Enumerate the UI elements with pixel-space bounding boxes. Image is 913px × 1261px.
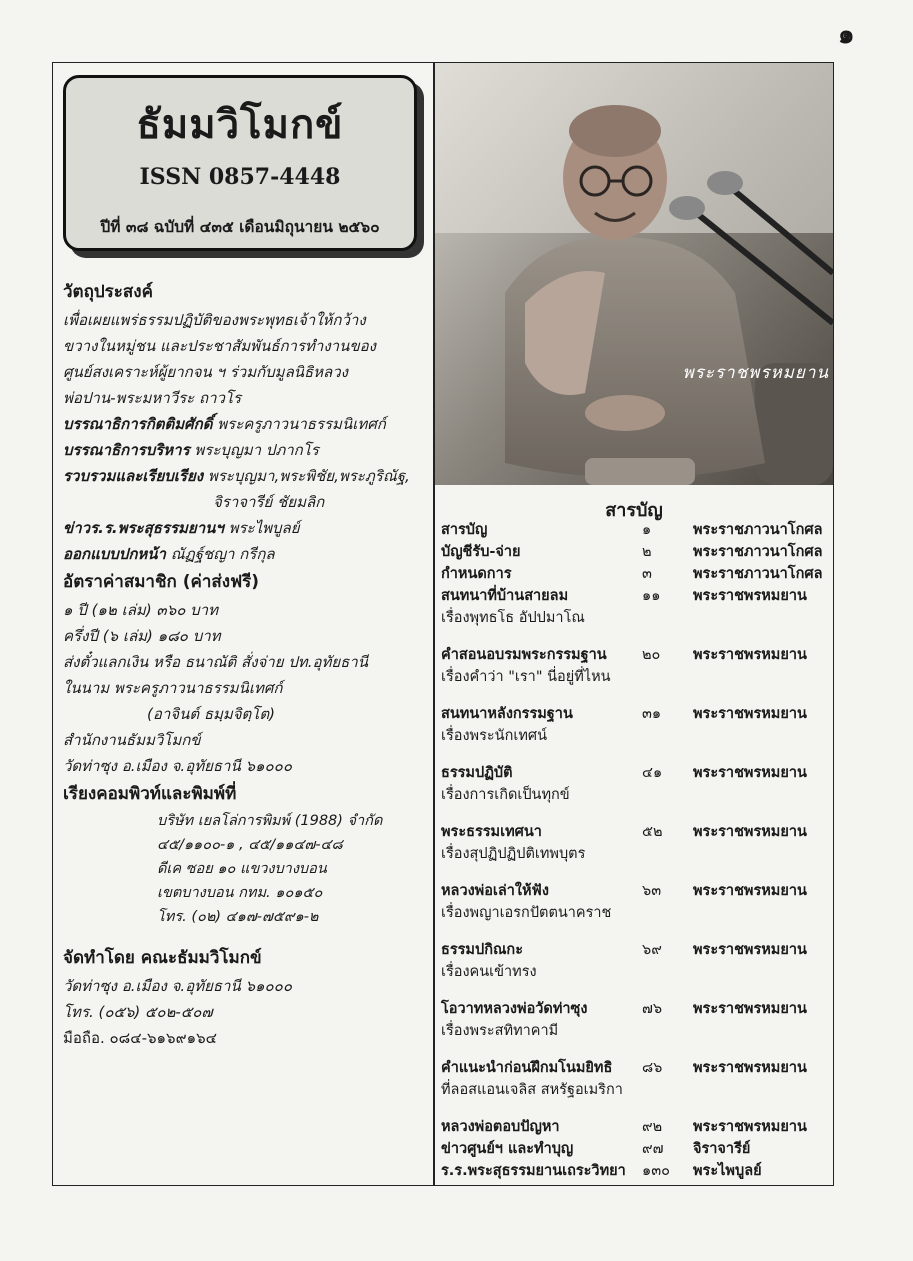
objective-line: พ่อปาน-พระมหาวีระ ถาวโร <box>63 389 242 407</box>
page-frame <box>52 62 834 1186</box>
toc-entry[interactable]: กำหนดการ ๓ พระราชภาวนาโกศล <box>441 566 823 582</box>
subscription-line: ส่งตั๋วแลกเงิน หรือ ธนาณัติ สั่งจ่าย ปท.อุทัยธานี <box>63 653 368 671</box>
table-of-contents <box>441 519 831 1182</box>
objective-heading: วัตถุประสงค์ <box>63 282 153 302</box>
publisher-line: วัดท่าซุง อ.เมือง จ.อุทัยธานี ๖๑๐๐๐ <box>63 977 292 995</box>
toc-title: สารบัญ <box>605 500 663 521</box>
subscription-line: วัดท่าซุง อ.เมือง จ.อุทัยธานี ๖๑๐๐๐ <box>63 757 292 775</box>
subscription-line: ครึ่งปี (๖ เล่ม) ๑๘๐ บาท <box>63 627 221 645</box>
toc-entry-subtitle: เรื่องสุปฏิปฏิปติเทพบุตร <box>441 846 586 862</box>
toc-entry[interactable]: สนทนาที่บ้านสายลม ๑๑ พระราชพรหมยาน <box>441 588 807 604</box>
objective-line: เพื่อเผยแพร่ธรรมปฏิบัติของพระพุทธเจ้าให้กว้าง <box>63 311 366 329</box>
toc-entry[interactable]: คำแนะนำก่อนฝึกมโนมยิทธิ ๘๖ พระราชพรหมยาน <box>441 1060 807 1076</box>
objective-line: ศูนย์สงเคราะห์ผู้ยากจน ฯ ร่วมกับมูลนิธิหลวง <box>63 363 348 381</box>
printing-line: เขตบางบอน กทม. ๑๐๑๕๐ <box>157 885 323 901</box>
toc-entry-subtitle: เรื่องพระสทิทาคามี <box>441 1023 559 1039</box>
toc-entry[interactable]: ข่าวศูนย์ฯ และทำบุญ ๙๗ จิราจารีย์ <box>441 1141 751 1157</box>
toc-entry[interactable]: หลวงพ่อเล่าให้ฟัง ๖๓ พระราชพรหมยาน <box>441 883 807 899</box>
publisher-line: โทร. (๐๕๖) ๕๐๒-๕๐๗ <box>63 1003 213 1021</box>
toc-entry-subtitle: เรื่องคนเข้าทรง <box>441 964 537 980</box>
toc-entry[interactable]: ธรรมปฏิบัติ ๔๑ พระราชพรหมยาน <box>441 765 807 781</box>
magazine-title: ธัมมวิโมกข์ <box>136 101 344 148</box>
masthead-box <box>63 75 417 251</box>
toc-entry[interactable]: บัญชีรับ-จ่าย ๒ พระราชภาวนาโกศล <box>441 544 823 560</box>
compiled-by-2: จิราจารีย์ ชัยมลิก <box>213 493 325 511</box>
toc-entry[interactable]: คำสอนอบรมพระกรรมฐาน ๒๐ พระราชพรหมยาน <box>441 647 807 663</box>
subscription-line: ๑ ปี (๑๒ เล่ม) ๓๖๐ บาท <box>63 601 218 619</box>
compiled-by: รวบรวมและเรียบเรียง พระบุญมา,พระพิชัย,พระภูริณัฐ, <box>63 467 410 485</box>
toc-entry[interactable]: หลวงพ่อตอบปัญหา ๙๒ พระราชพรหมยาน <box>441 1119 807 1135</box>
managing-editor: บรรณาธิการบริหาร พระบุญมา ปภากโร <box>63 441 319 459</box>
subscription-line: ในนาม พระครูภาวนาธรรมนิเทศก์ <box>63 679 283 697</box>
toc-entry[interactable]: สารบัญ ๑ พระราชภาวนาโกศล <box>441 522 823 538</box>
cover-designer: ออกแบบปกหน้า ณัฏฐ์ชญา กรีกุล <box>63 545 275 563</box>
toc-entry[interactable]: ธรรมปกิณกะ ๖๙ พระราชพรหมยาน <box>441 942 807 958</box>
subscription-line: (อาจินต์ ธมฺมจิตฺโต) <box>147 705 275 723</box>
printing-line: ๔๕/๑๑๐๐-๑ , ๔๕/๑๑๔๗-๔๘ <box>157 837 343 853</box>
toc-entry-subtitle: เรื่องพระนักเทศน์ <box>441 728 547 744</box>
publisher-heading: จัดทำโดย คณะธัมมวิโมกข์ <box>63 948 262 968</box>
printing-heading: เรียงคอมพิวท์และพิมพ์ที่ <box>63 784 237 804</box>
news-editor: ข่าวร.ร.พระสุธรรมยานฯ พระไพบูลย์ <box>63 519 300 537</box>
toc-entry[interactable]: ร.ร.พระสุธรรมยานเถระวิทยา ๑๓๐ พระไพบูลย์ <box>441 1163 762 1179</box>
toc-entry-subtitle: เรื่องคำว่า "เรา" นี่อยู่ที่ไหน <box>441 669 611 685</box>
monk-photo <box>435 63 833 485</box>
publisher-line: มือถือ. ๐๘๔-๖๑๖๙๑๖๔ <box>63 1029 217 1047</box>
toc-entry-subtitle: เรื่องพุทธโธ อัปปมาโณ <box>441 610 585 626</box>
photo-caption: พระราชพรหมยาน <box>682 363 829 383</box>
issn: ISSN 0857-4448 <box>139 164 341 190</box>
toc-entry[interactable]: สนทนาหลังกรรมฐาน ๓๑ พระราชพรหมยาน <box>441 706 807 722</box>
monk-photo-illustration <box>435 63 833 485</box>
objective-line: ขวางในหมู่ชน และประชาสัมพันธ์การทำงานของ <box>63 337 376 355</box>
issue-line: ปีที่ ๓๘ ฉบับที่ ๔๓๕ เดือนมิถุนายน ๒๕๖๐ <box>100 218 380 236</box>
toc-entry-subtitle: เรื่องการเกิดเป็นทุกข์ <box>441 787 570 803</box>
info-column <box>63 277 425 1051</box>
honorary-editor: บรรณาธิการกิตติมศักดิ์ พระครูภาวนาธรรมนิเทศก์ <box>63 415 386 433</box>
page-number: ๑ <box>838 20 855 50</box>
printing-line: ดีเค ซอย ๑๐ แขวงบางบอน <box>157 861 327 877</box>
toc-entry[interactable]: โอวาทหลวงพ่อวัดท่าซุง ๗๖ พระราชพรหมยาน <box>441 1001 807 1017</box>
subscription-line: สำนักงานธัมมวิโมกข์ <box>63 731 201 749</box>
printing-line: บริษัท เยลโล่การพิมพ์ (1988) จำกัด <box>157 813 383 829</box>
toc-entry[interactable]: พระธรรมเทศนา ๕๒ พระราชพรหมยาน <box>441 824 807 840</box>
printing-line: โทร. (๐๒) ๔๑๗-๗๕๙๑-๒ <box>157 909 319 925</box>
subscription-heading: อัตราค่าสมาชิก (ค่าส่งฟรี) <box>63 572 260 592</box>
toc-entry-subtitle: ที่ลอสแอนเจลิส สหรัฐอเมริกา <box>441 1082 623 1098</box>
toc-entry-subtitle: เรื่องพญาเอรกปัตตนาคราช <box>441 905 612 921</box>
